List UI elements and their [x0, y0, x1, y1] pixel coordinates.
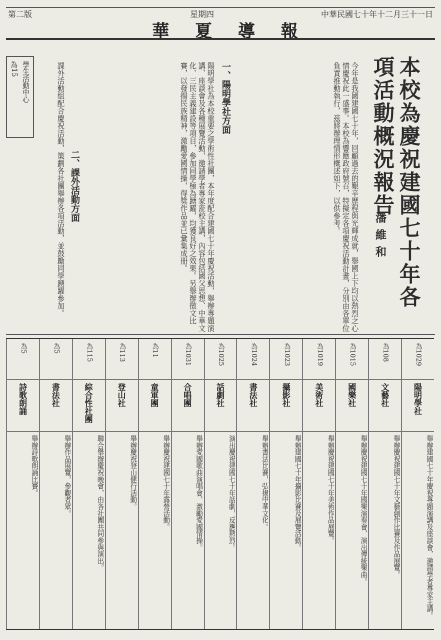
- table-cell-name: 詩歌朗誦: [18, 383, 29, 415]
- table-cell-number: 為5: [19, 343, 28, 354]
- table-cell-text: 舉辦慶祝建國七十年美術作品展覽。: [326, 435, 335, 544]
- table-cell-number: 為1024: [249, 343, 258, 367]
- table-column: [204, 339, 238, 629]
- table-cell-name: 書法社: [51, 383, 62, 407]
- table-column: [302, 339, 336, 629]
- table-cell-text: 舉辦書法比賽，弘揚中華文化。: [260, 435, 269, 531]
- table-cell-number: 為1029: [414, 343, 423, 367]
- table-cell-text: 舉辦慶祝建國七十年文藝創作比賽及作品展覽。: [392, 435, 401, 578]
- table-column: [72, 339, 106, 629]
- table-cell-number: 為11: [151, 343, 160, 358]
- table-column: [368, 339, 402, 629]
- table-cell-name: 陽明學社: [413, 383, 424, 415]
- masthead-weekday: 星期四: [190, 10, 214, 19]
- sidebar-cell-name: 學生活動中心: [22, 61, 30, 103]
- table-column: [269, 339, 303, 629]
- masthead-rule-top: [6, 7, 435, 8]
- sidebar-box: [6, 56, 34, 138]
- table-cell-text: 舉辦建國七十年慶祝專題演講及座談會，邀請學者專家主講。: [424, 435, 433, 619]
- masthead-page-number: 第二版: [8, 10, 32, 19]
- table-cell-name: 文藝社: [380, 383, 391, 407]
- paper-title: 華 夏 導 報: [152, 22, 308, 42]
- table-cell-name: 登山社: [117, 383, 128, 407]
- masthead-rule-bottom: [6, 38, 435, 40]
- masthead: [0, 0, 441, 44]
- table-cell-text: 舉辦慶祝建國七十年國樂演奏會，演出傳統樂曲。: [359, 435, 368, 585]
- table-cell-text: 舉辦建國七十年攝影比賽及展覽活動。: [293, 435, 302, 551]
- table-cell-number: 為115: [85, 343, 94, 362]
- article-author: 潘維和: [374, 212, 387, 263]
- table-cell-text: 舉辦慶祝建國七十年露營活動。: [161, 435, 170, 531]
- article-intro: 今年是我國建國七十年，回顧過去的艱辛歷程與光輝成就，舉國上下均以熱烈之心情慶祝此一盛事。本校為響應政府號召，特擬定各項慶祝活動計畫，分別由各單位負責推動執行，茲將辦理情形概述如下，以供參考。: [333, 62, 360, 332]
- table-cell-number: 為1019: [315, 343, 324, 367]
- table-cell-number: 為113: [118, 343, 127, 362]
- table-cell-name: 綜合性社團: [84, 383, 95, 423]
- masthead-date: 中華民國七十年十二月三十一日: [321, 10, 433, 19]
- table-column: [6, 339, 40, 629]
- table-cell-name: 童軍團: [150, 383, 161, 407]
- table-cell-number: 為1023: [282, 343, 291, 367]
- table-cell-number: 為108: [381, 343, 390, 362]
- table-cell-text: 聯合舉辦慶祝晚會，由各社團共同參與演出。: [95, 435, 104, 571]
- section-divider: [6, 334, 435, 335]
- section-2-heading: 二、課外活動方面: [69, 150, 79, 222]
- table-column: [401, 339, 435, 629]
- table-cell-name: 攝影社: [281, 383, 292, 407]
- table-cell-number: 為1031: [184, 343, 193, 367]
- table-cell-number: 為1025: [216, 343, 225, 367]
- table-cell-text: 舉辦慶祝登山健行活動。: [128, 435, 137, 510]
- table-column: [39, 339, 73, 629]
- table-column: [335, 339, 369, 629]
- table-cell-text: 舉辦愛國歌曲演唱會，激勵愛國情操。: [194, 435, 203, 551]
- table-cell-name: 書法社: [248, 383, 259, 407]
- section-2-body: 課外活動組配合慶祝活動，策劃各社團舉辦各項活動，並鼓勵同學踴躍參加。: [57, 62, 66, 317]
- table-cell-text: 演出慶祝建國七十年話劇，反應熱烈。: [227, 435, 236, 551]
- section-1-heading: 一、陽明學社方面: [220, 62, 230, 134]
- table-cell-name: 美術社: [314, 383, 325, 407]
- table-column: [138, 339, 172, 629]
- activities-table: [6, 338, 434, 630]
- table-cell-name: 國樂社: [347, 383, 358, 407]
- table-cell-text: 舉辦詩歌朗誦比賽。: [29, 435, 38, 497]
- table-column: [236, 339, 270, 629]
- table-cell-name: 合唱團: [183, 383, 194, 407]
- table-cell-name: 話劇社: [215, 383, 226, 407]
- sidebar-cell-number: 為15: [10, 61, 18, 77]
- table-column: [171, 339, 205, 629]
- table-cell-number: 為5: [52, 343, 61, 354]
- table-column: [105, 339, 139, 629]
- article-title: 本校為慶祝建國七十年各項活動概況報告: [371, 56, 422, 309]
- table-cell-number: 為1015: [348, 343, 357, 367]
- table-cell-text: 舉辦作品展覽，參觀者眾。: [62, 435, 71, 517]
- section-1-body: 陽明學社為本校重要之學術性社團，本年度配合建國七十年慶祝活動，舉辦專題演講、座談會及各種展覽活動，邀請學者專家蒞校主講，內容包括國父思想、中華文化、三民主義建設等項目，參加同學極為踴躍，均獲良好之效果。另舉辦徵文比賽，以發揚民族精神，激勵愛國情操，得獎作品並已彙集成冊。: [180, 62, 216, 332]
